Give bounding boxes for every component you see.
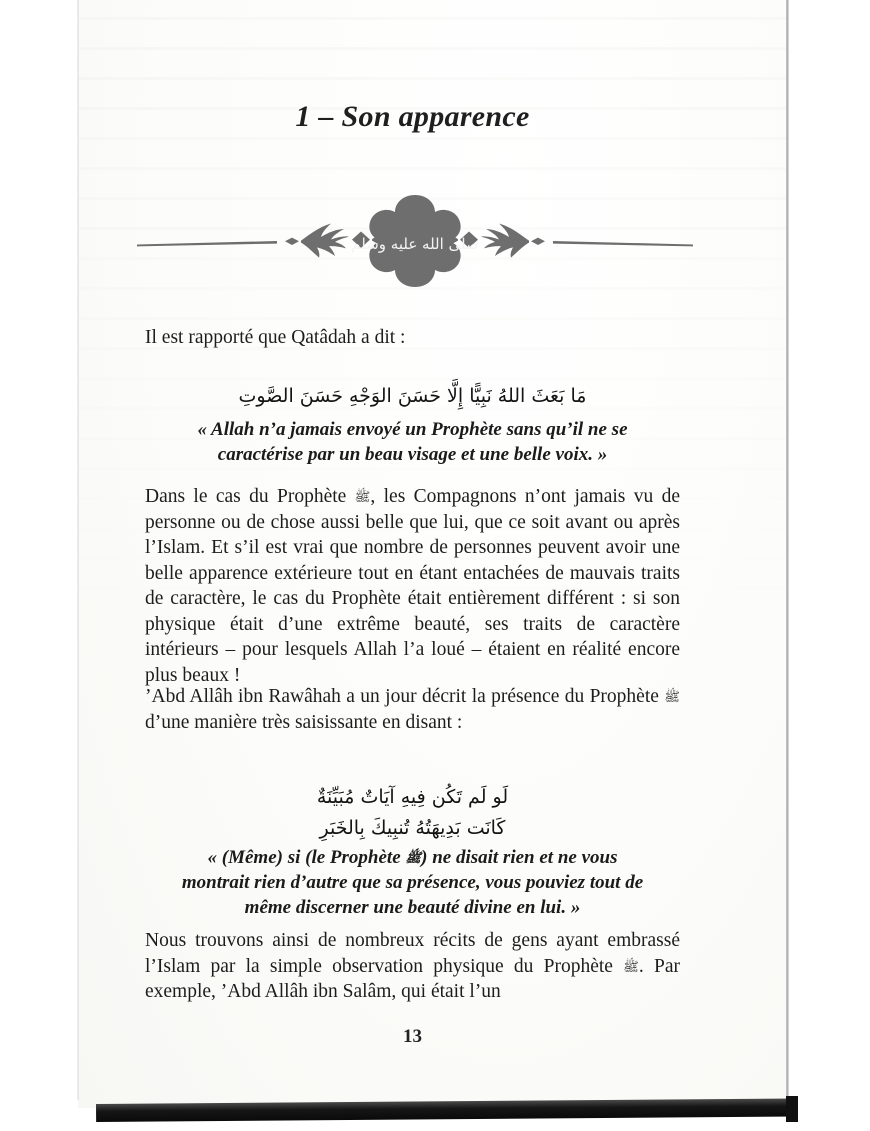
paragraph-text: Dans le cas du Prophète bbox=[145, 486, 355, 507]
quote-line bbox=[145, 845, 680, 870]
quote-line: montrait rien d’autre que sa présence, vous pouviez tout de bbox=[181, 872, 644, 893]
paragraph-text: , les Compagnons n’ont jamais vu de personne ou de chose aussi belle que lui, que ce soit avant ou après l’Islam. Et s’il est vrai que nombre de personnes peuvent avoir une belle apparence extérieure tout en étant entachées de mauvais traits de caractère, le cas du Prophète était entièrement différent : si son physique était d’une extrême beauté, ses traits de caractère intérieurs – pour lesquels Allah l’a loué – étaient en réalité encore plus beaux ! bbox=[145, 486, 680, 686]
quote-text: « (Même) si (le Prophète bbox=[207, 847, 406, 868]
arabic-poem-line: لَو لَم تَكُن فِيهِ آيَاتٌ مُبَيِّنَةٌ bbox=[316, 786, 509, 808]
page-title: 1 – Son apparence bbox=[295, 100, 530, 133]
paragraph-text: d’une manière très saisissante en disant : bbox=[145, 711, 463, 733]
medallion-calligraphy: صلى الله عليه وسلم bbox=[351, 235, 479, 253]
quote-line: caractérise par un beau visage et une belle voix. » bbox=[217, 444, 608, 465]
sallallahu-alayhi-wasallam-icon: ﷺ bbox=[664, 689, 680, 704]
page-corner-shadow bbox=[786, 1096, 798, 1122]
sallallahu-alayhi-wasallam-icon: ﷺ bbox=[623, 958, 639, 974]
arabic-hadith-text: مَا بَعَثَ اللهُ نَبِيًّا إِلَّا حَسَنَ الوَجْهِ حَسَنَ الصَّوتِ bbox=[238, 385, 587, 407]
arabic-poem-line: كَانَت بَدِيهَتُهُ تُنبِيكَ بِالخَبَرِ bbox=[319, 817, 506, 839]
paragraph-text: Nous trouvons ainsi de nombreux récits de gens ayant embrassé l’Islam par la simple observation physique du Prophète bbox=[145, 930, 680, 977]
page-number: 13 bbox=[403, 1026, 422, 1047]
arabic-poem-text bbox=[145, 782, 680, 844]
intro-paragraph: Il est rapporté que Qatâdah a dit : bbox=[145, 327, 406, 348]
paragraph-text: ’Abd Allâh ibn Rawâhah a un jour décrit la présence du Prophète bbox=[145, 686, 665, 707]
sallallahu-alayhi-wasallam-icon: ﷺ bbox=[354, 489, 371, 504]
quote-text: ) ne disait rien et ne vous bbox=[421, 847, 618, 868]
quote-line: « Allah n’a jamais envoyé un Prophète sans qu’il ne se bbox=[197, 419, 628, 440]
body-paragraph-3 bbox=[145, 928, 680, 1005]
page-content-column bbox=[145, 0, 680, 1131]
paragraph-text: . Par exemple, ’Abd Allâh ibn Salâm, qui était l’un bbox=[145, 955, 680, 1002]
hadith-translation-quote bbox=[145, 417, 680, 467]
poem-translation-quote bbox=[145, 845, 680, 920]
quote-line: même discerner une beauté divine en lui. » bbox=[244, 897, 581, 918]
page-left-edge bbox=[77, 0, 79, 1100]
sallallahu-alayhi-wasallam-icon: ﷺ bbox=[405, 850, 422, 865]
page-right-edge bbox=[786, 0, 789, 1112]
ornament-divider bbox=[135, 193, 695, 287]
arabesque-divider-icon bbox=[135, 193, 695, 287]
body-paragraph-1 bbox=[145, 484, 680, 688]
body-paragraph-2 bbox=[145, 684, 680, 735]
